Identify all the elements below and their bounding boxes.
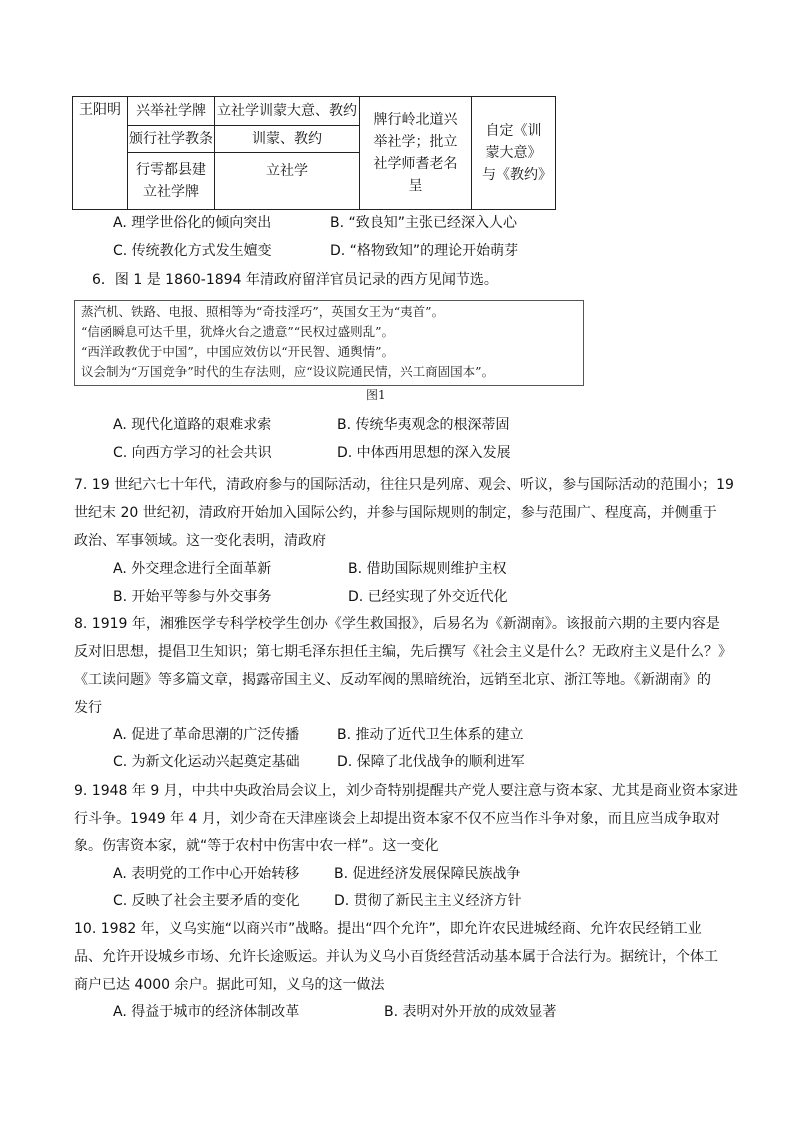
table-cell: 颁行社学教条 — [128, 126, 215, 153]
q8-option-d: D. 保障了北伐战争的顺利进军 — [337, 754, 525, 770]
q10-line: 品、允许开设城乡市场、允许长途贩运。并认为义乌小百货经营活动基本属于合法行为。据统计，个体工 — [74, 949, 718, 965]
table-cell: 自定《训蒙大意》与《教约》 — [472, 97, 556, 210]
q9-line: 行斗争。1949 年 4 月，刘少奇在天津座谈会上却提出资本家不仅不应当作斗争对象，而且应当成争取对 — [74, 811, 720, 827]
q8-option-a: A. 促进了革命思潮的广泛传播 — [113, 727, 300, 743]
q5-table — [72, 96, 556, 210]
table-cell: 训蒙、教约 — [215, 126, 360, 153]
q7-line: 世纪末 20 世纪初，清政府开始加入国际公约，并参与国际规则的制定，参与范围广、程度高，并侧重于 — [74, 505, 717, 521]
figure-line: 议会制为“万国竞争”时代的生存法则，应“设议院通民情，兴工商固国本”。 — [81, 364, 495, 379]
q7-option-a: A. 外交理念进行全面革新 — [113, 561, 272, 577]
q8-line: 反对旧思想，提倡卫生知识；第七期毛泽东担任主编，先后撰写《社会主义是什么？无政府主义是什么？》 — [74, 644, 732, 660]
q5-option-b: B. “致良知”主张已经深入人心 — [330, 215, 518, 231]
q7-line: 政治、军事领域。这一变化表明，清政府 — [74, 533, 326, 549]
q5-option-a: A. 理学世俗化的倾向突出 — [113, 215, 272, 231]
q10-option-a: A. 得益于城市的经济体制改革 — [113, 1004, 300, 1020]
q6-option-c: C. 向西方学习的社会共识 — [113, 445, 272, 461]
figure-caption: 图1 — [366, 388, 386, 402]
q6-option-a: A. 现代化道路的艰难求索 — [113, 417, 272, 433]
table-cell: 行雩都县建立社学牌 — [128, 153, 215, 210]
q8-option-c: C. 为新文化运动兴起奠定基础 — [113, 754, 300, 770]
q10-line: 商户已达 4000 余户。据此可知，义乌的这一做法 — [74, 977, 385, 993]
q10-line: 10. 1982 年，义乌实施“以商兴市”战略。提出“四个允许”，即允许农民进城经商、允许农民经销工业 — [74, 921, 702, 937]
q6-option-b: B. 传统华夷观念的根深蒂固 — [337, 417, 510, 433]
q5-option-d: D. “格物致知”的理论开始萌芽 — [330, 243, 519, 259]
figure-line: “西洋政教优于中国”，中国应效仿以“开民智、通舆情”。 — [81, 344, 395, 359]
q8-line: 8. 1919 年，湘雅医学专科学校学生创办《学生救国报》，后易名为《新湖南》。该报前六期的主要内容是 — [74, 616, 720, 632]
table-cell: 立社学训蒙大意、教约 — [215, 97, 360, 126]
table-cell: 兴举社学牌 — [128, 97, 215, 126]
figure-1-box — [74, 300, 584, 386]
table-cell: 牌行岭北道兴举社学；批立社学师耆老名呈 — [360, 97, 472, 210]
q7-option-d: D. 已经实现了外交近代化 — [348, 589, 508, 605]
q6-stem: 6．图 1 是 1860-1894 年清政府留洋官员记录的西方见闻节选。 — [92, 272, 498, 288]
q6-option-d: D. 中体西用思想的深入发展 — [337, 445, 511, 461]
q9-option-c: C. 反映了社会主要矛盾的变化 — [113, 893, 300, 909]
table-cell: 立社学 — [215, 153, 360, 210]
figure-line: “信函瞬息可达千里，犹烽火台之遗意”“民权过盛则乱”。 — [81, 324, 395, 339]
table-cell-name: 王阳明 — [73, 97, 128, 210]
q9-line: 象。伤害资本家，就“等于农村中伤害中农一样”。这一变化 — [74, 838, 439, 854]
q8-option-b: B. 推动了近代卫生体系的建立 — [337, 727, 524, 743]
q9-option-a: A. 表明党的工作中心开始转移 — [113, 866, 300, 882]
q10-option-b: B. 表明对外开放的成效显著 — [384, 1004, 557, 1020]
q7-option-b: B. 借助国际规则维护主权 — [348, 561, 507, 577]
q7-line: 7. 19 世纪六七十年代，清政府参与的国际活动，往往只是列席、观会、听议，参与国际活动的范围小；19 — [74, 477, 734, 493]
q9-option-d: D. 贯彻了新民主主义经济方针 — [334, 893, 522, 909]
q7-option-c: B. 开始平等参与外交事务 — [113, 589, 272, 605]
q5-option-c: C. 传统教化方式发生嬗变 — [113, 243, 272, 259]
q8-line: 发行 — [74, 700, 102, 716]
q9-line: 9. 1948 年 9 月，中共中央政治局会议上，刘少奇特别提醒共产党人要注意与资本家、尤其是商业资本家进 — [74, 783, 738, 799]
figure-line: 蒸汽机、铁路、电报、照相等为“奇技淫巧”，英国女王为“夷首”。 — [81, 304, 445, 319]
q9-option-b: B. 促进经济发展保障民族战争 — [334, 866, 521, 882]
q8-line: 《工读问题》等多篇文章，揭露帝国主义、反动军阀的黑暗统治，远销至北京、浙江等地。《新湖南》的 — [74, 672, 711, 688]
